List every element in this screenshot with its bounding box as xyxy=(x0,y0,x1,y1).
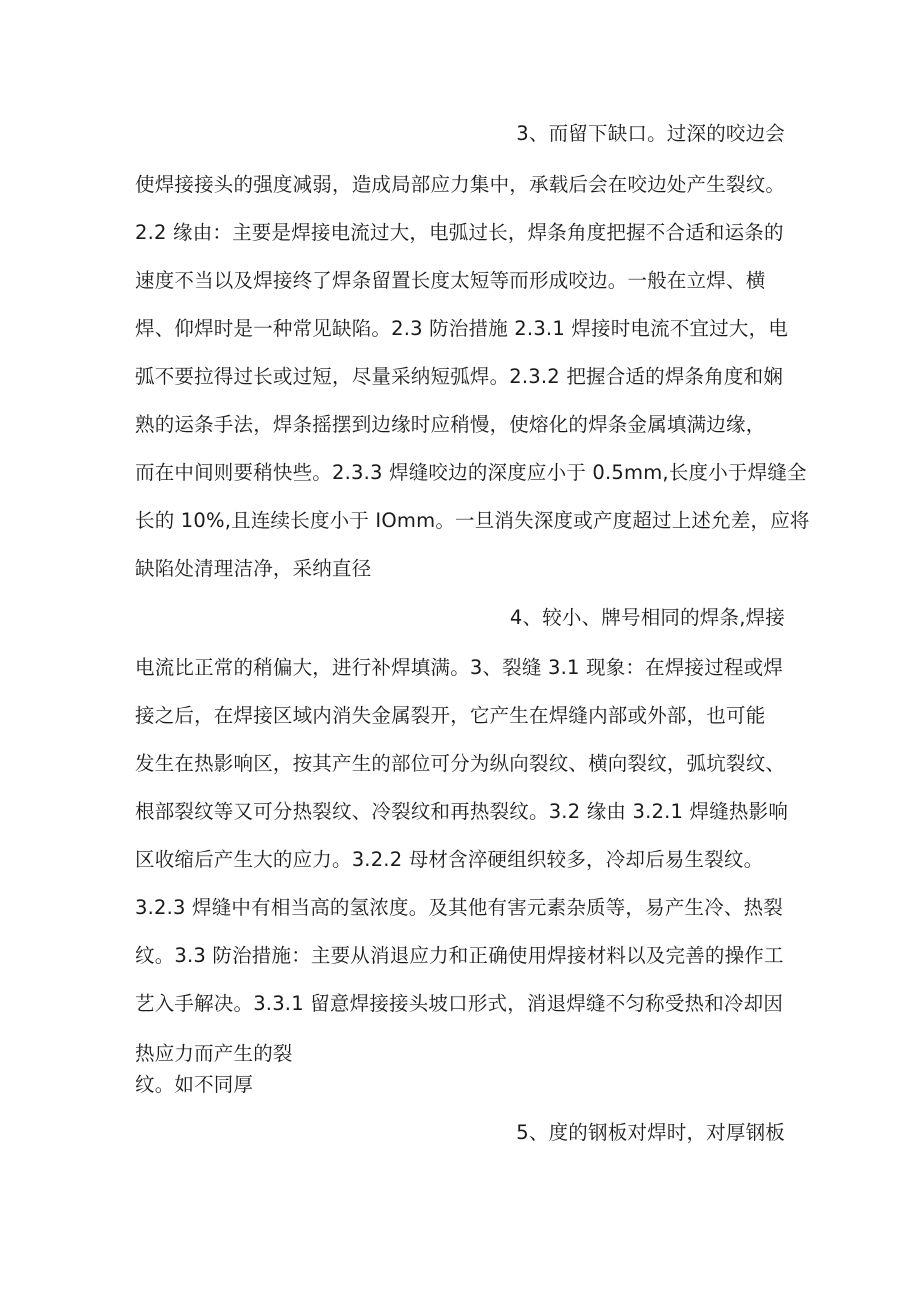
paragraph-line: 长的 10%,且连续长度小于 IOmm。一旦消失深度或产度超过上述允差，应将 xyxy=(135,509,810,532)
paragraph-line: 3.2.3 焊缝中有相当高的氢浓度。及其他有害元素杂质等，易产生冷、热裂 xyxy=(135,896,784,919)
section-heading-5: 5、度的钢板对焊时，对厚钢板 xyxy=(516,1121,785,1144)
paragraph-line: 而在中间则要稍快些。2.3.3 焊缝咬边的深度应小于 0.5mm,长度小于焊缝全 xyxy=(135,461,807,484)
section-heading-4: 4、较小、牌号相同的焊条,焊接 xyxy=(509,606,785,629)
section-heading-3: 3、而留下缺口。过深的咬边会 xyxy=(516,122,785,145)
paragraph-line: 2.2 缘由：主要是焊接电流过大，电弧过长，焊条角度把握不合适和运条的 xyxy=(135,221,784,244)
paragraph-line: 使焊接接头的强度减弱，造成局部应力集中，承载后会在咬边处产生裂纹。 xyxy=(135,173,786,196)
paragraph-line: 纹。如不同厚 xyxy=(135,1073,254,1096)
paragraph-line: 根部裂纹等又可分热裂纹、冷裂纹和再热裂纹。3.2 缘由 3.2.1 焊缝热影响 xyxy=(135,800,789,823)
paragraph-line: 熟的运条手法，焊条摇摆到边缘时应稍慢，使熔化的焊条金属填满边缘， xyxy=(135,413,766,436)
paragraph-line: 缺陷处清理洁净，采纳直径 xyxy=(135,557,372,580)
paragraph-line: 速度不当以及焊接终了焊条留置长度太短等而形成咬边。一般在立焊、横 xyxy=(135,269,766,292)
paragraph-line: 热应力而产生的裂 xyxy=(135,1042,293,1065)
paragraph-line: 艺入手解决。3.3.1 留意焊接接头坡口形式，消退焊缝不匀称受热和冷却因 xyxy=(135,992,784,1015)
paragraph-line: 焊、仰焊时是一种常见缺陷。2.3 防治措施 2.3.1 焊接时电流不宜过大，电 xyxy=(135,317,789,340)
paragraph-line: 弧不要拉得过长或过短，尽量采纳短弧焊。2.3.2 把握合适的焊条角度和娴 xyxy=(135,365,784,388)
paragraph-line: 电流比正常的稍偏大，进行补焊填满。3、裂缝 3.1 现象：在焊接过程或焊 xyxy=(135,656,784,679)
paragraph-line: 纹。3.3 防治措施：主要从消退应力和正确使用焊接材料以及完善的操作工 xyxy=(135,944,784,967)
paragraph-line: 区收缩后产生大的应力。3.2.2 母材含淬硬组织较多，冷却后易生裂纹。 xyxy=(135,848,764,871)
paragraph-line: 接之后，在焊接区域内消失金属裂开，它产生在焊缝内部或外部，也可能 xyxy=(135,704,766,727)
paragraph-line: 发生在热影响区，按其产生的部位可分为纵向裂纹、横向裂纹，弧坑裂纹、 xyxy=(135,752,786,775)
